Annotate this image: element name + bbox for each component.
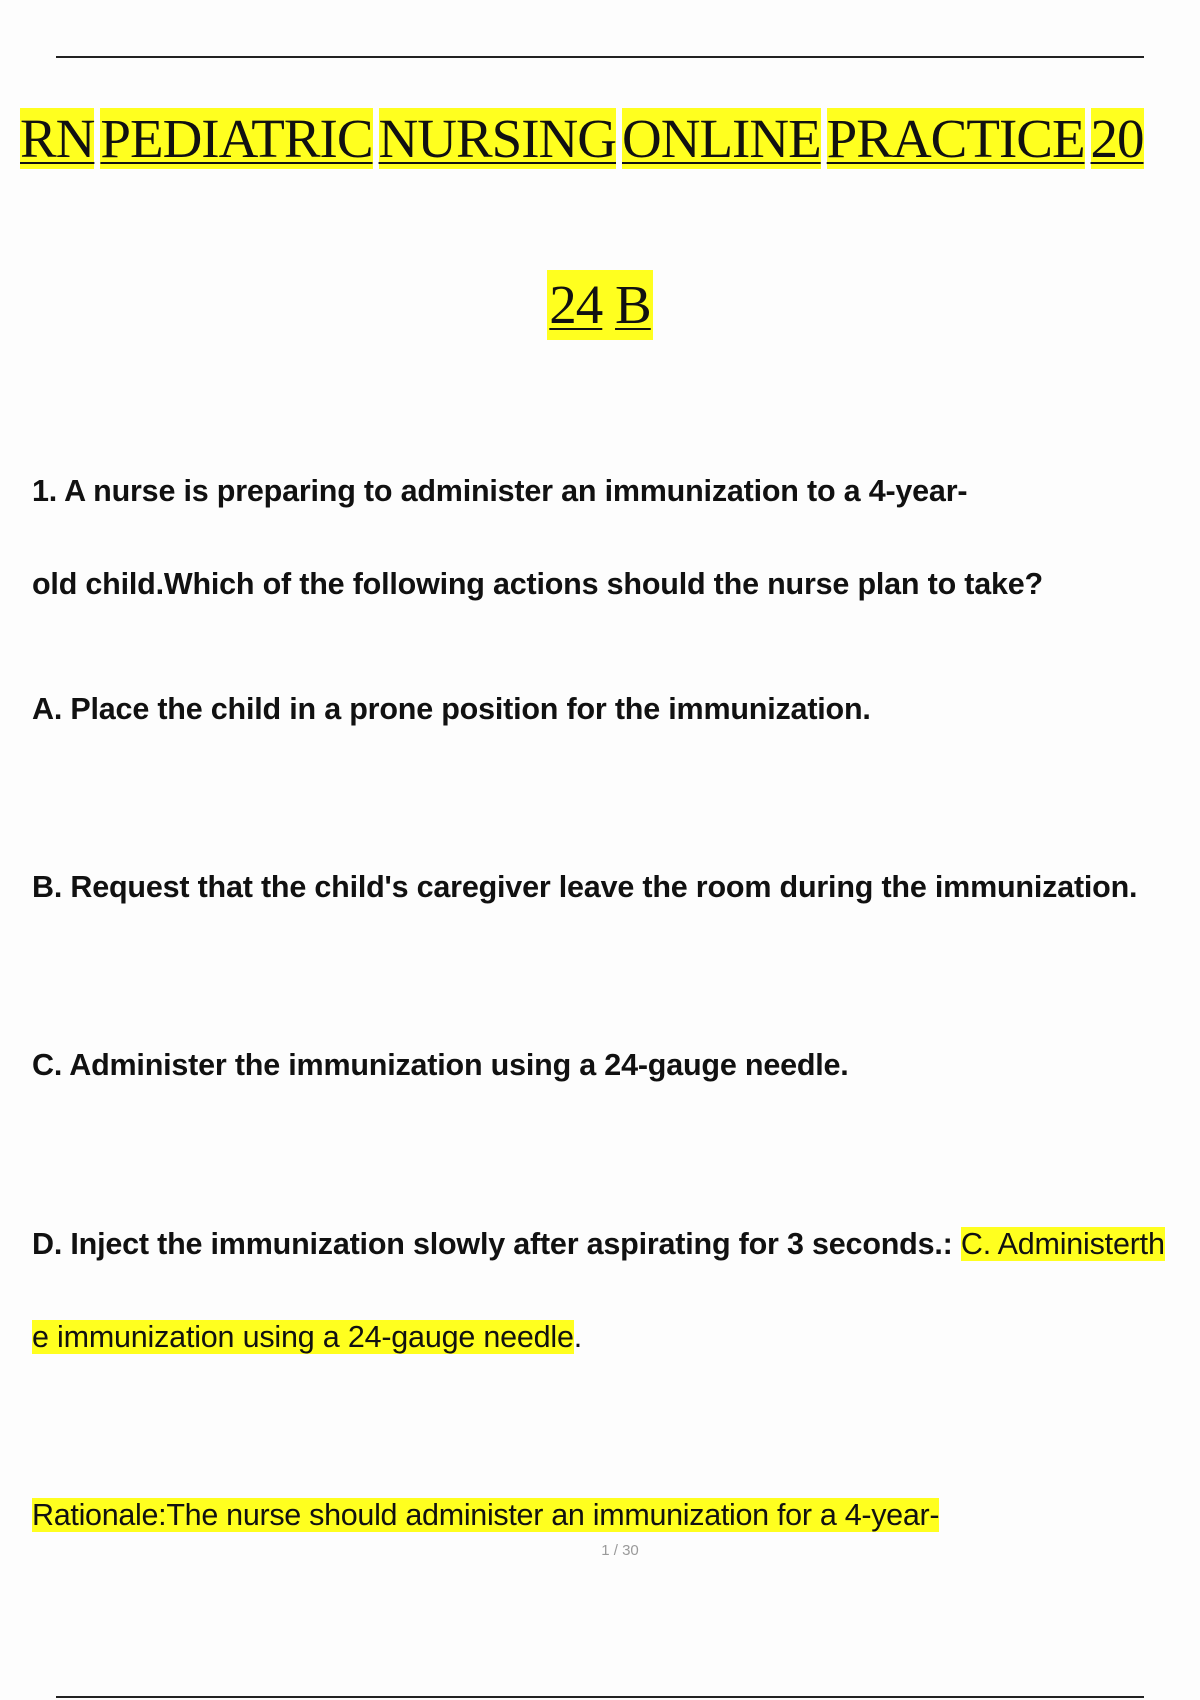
question-stem-line2: old child.Which of the following actions should the nurse plan to take? — [32, 567, 1043, 601]
option-d-line — [32, 1227, 1165, 1262]
top-rule — [56, 56, 1144, 58]
option-a: A. Place the child in a prone position for the immunization. — [32, 692, 871, 726]
document-title-line1 — [20, 106, 1200, 172]
title-word: RN — [20, 108, 95, 169]
title-word: PRACTICE — [826, 108, 1085, 169]
title-word: 20 — [1090, 108, 1144, 169]
page-indicator: 1 / 30 — [601, 1542, 639, 1559]
answer-line2 — [32, 1320, 582, 1355]
answer-highlight: C. Administerth — [960, 1227, 1165, 1261]
title-word: NURSING — [378, 108, 616, 169]
title-word: PEDIATRIC — [100, 108, 373, 169]
title-word: B — [615, 274, 651, 335]
option-d: D. Inject the immunization slowly after aspirating for 3 seconds.: — [32, 1227, 953, 1261]
title-highlight — [547, 270, 652, 340]
bottom-rule — [56, 1696, 1144, 1698]
option-b: B. Request that the child's caregiver leave the room during the immunization. — [32, 870, 1138, 904]
rationale-highlight: Rationale:The nurse should administer an immunization for a 4-year- — [32, 1498, 940, 1532]
document-title-line2 — [0, 270, 1200, 340]
answer-highlight-continued: e immunization using a 24-gauge needle — [32, 1320, 574, 1354]
answer-period: . — [573, 1320, 583, 1354]
question-stem-line1: 1. A nurse is preparing to administer an immunization to a 4-year- — [32, 474, 968, 508]
title-word: ONLINE — [622, 108, 821, 169]
option-c: C. Administer the immunization using a 24-gauge needle. — [32, 1048, 849, 1082]
title-word: 24 — [549, 274, 603, 335]
rationale-text — [32, 1498, 939, 1533]
